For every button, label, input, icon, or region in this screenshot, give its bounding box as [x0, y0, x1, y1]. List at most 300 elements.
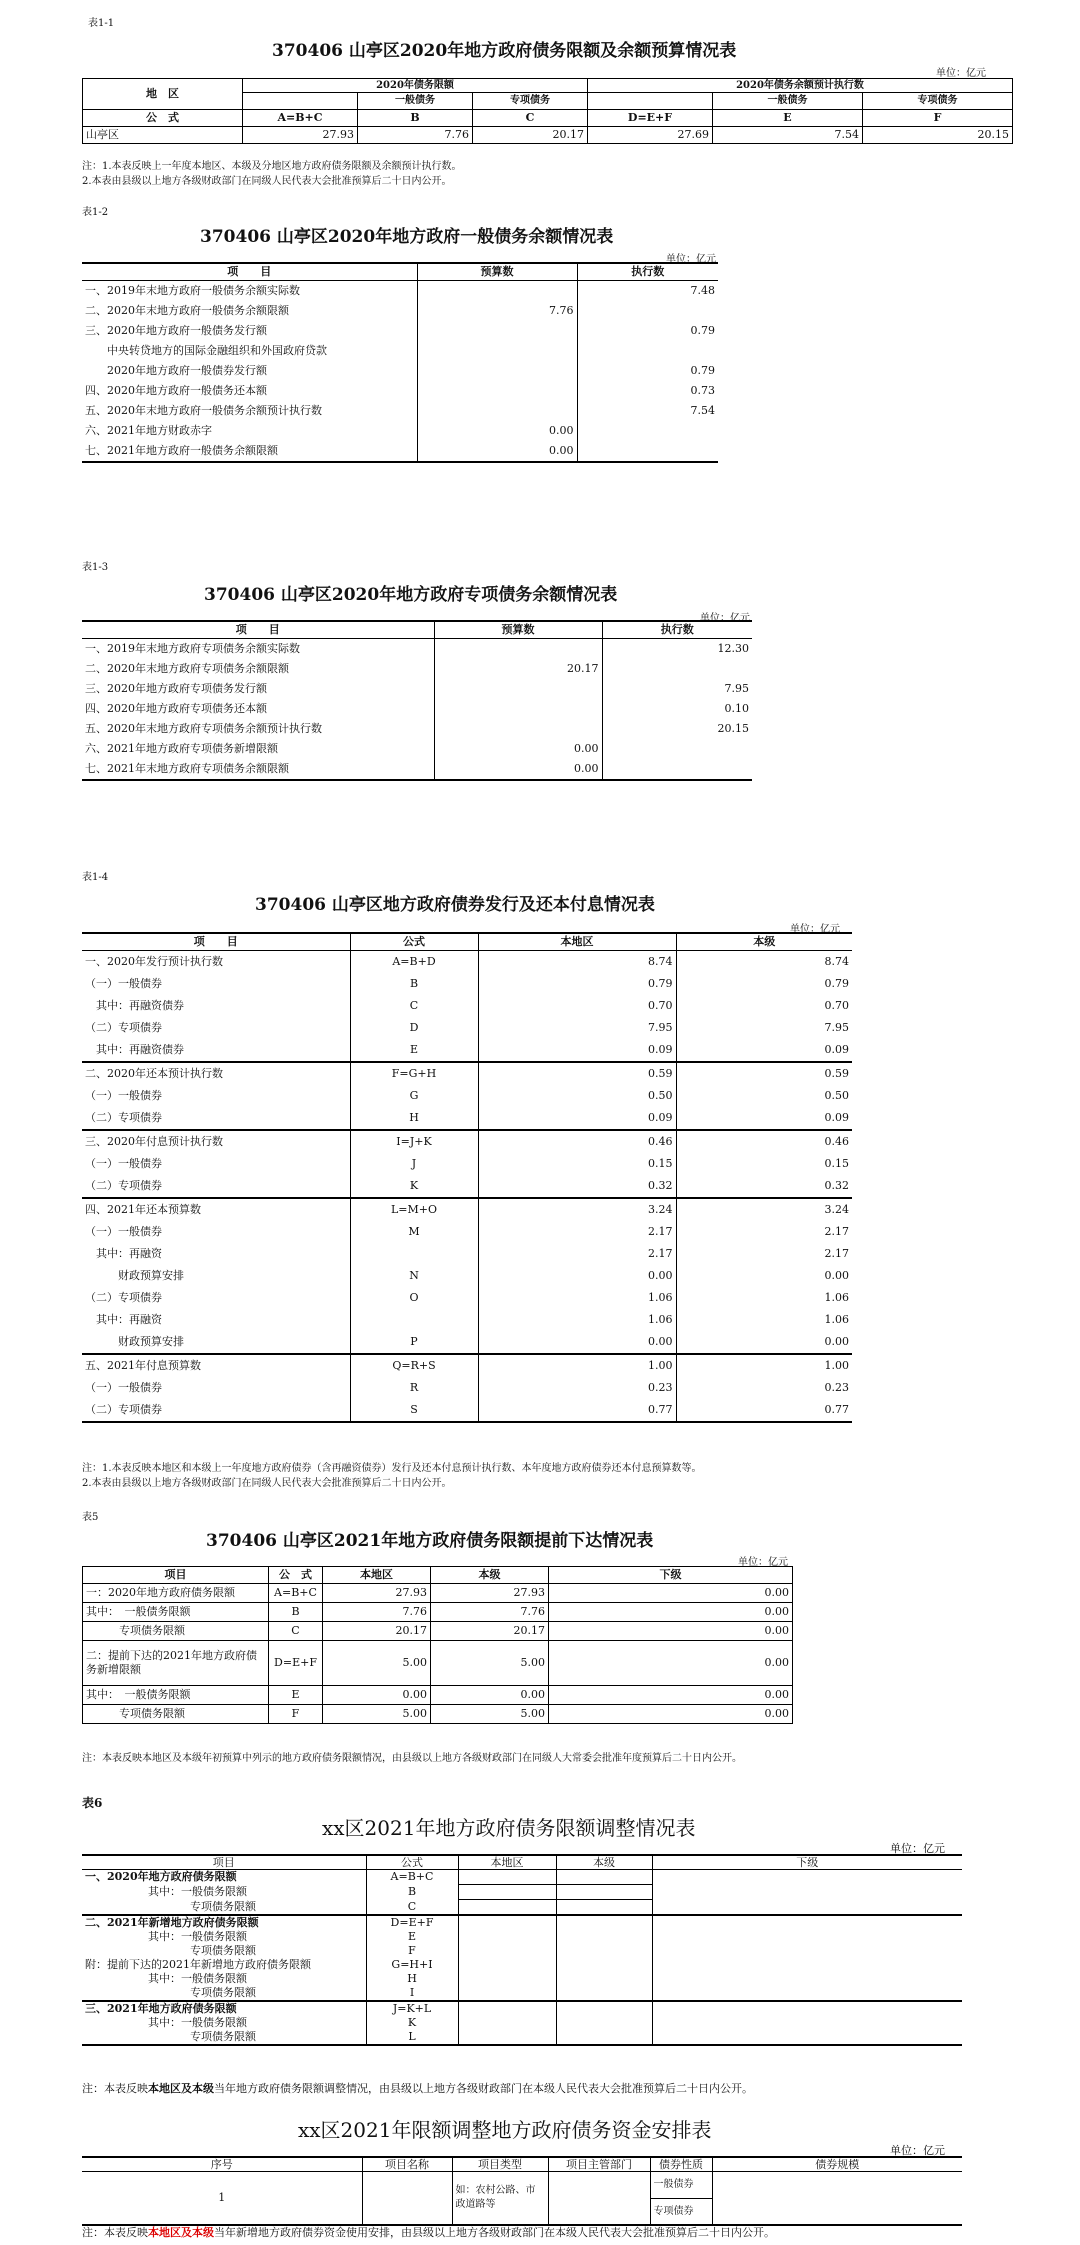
- formula-cell: R: [350, 1377, 478, 1399]
- table-tag: 表5: [82, 1512, 99, 1523]
- row-number: 1: [218, 2191, 226, 2204]
- exec-value: 7.48: [577, 281, 718, 302]
- budget-value: 0.00: [434, 739, 602, 759]
- region-value: [458, 1930, 556, 1944]
- budget-value: [434, 719, 602, 739]
- item-name: 财政预算安排: [85, 1335, 184, 1348]
- level-value: 0.00: [676, 1265, 852, 1287]
- fund-arrangement-table: [82, 2156, 962, 2226]
- table-note: 2.本表由县级以上地方各级财政部门在同级人民代表大会批准预算后二十日内公开。: [82, 176, 452, 187]
- formula-cell: B: [366, 1885, 458, 1900]
- header-item: 项 目: [193, 935, 238, 948]
- item-name: （一）一般债券: [85, 1381, 162, 1394]
- exec-value: 7.54: [577, 401, 718, 421]
- table-row: [82, 1885, 962, 1900]
- region-value: [458, 1915, 556, 1930]
- table-row: [82, 1399, 852, 1422]
- table-row: [82, 341, 718, 361]
- level-value: 0.77: [676, 1399, 852, 1422]
- table-row: [82, 1265, 852, 1287]
- level-value: 0.00: [676, 1331, 852, 1354]
- header-exec: 执行数: [577, 263, 718, 281]
- region-value: [458, 2016, 556, 2030]
- item-name: 二、2020年末地方政府一般债务余额限额: [85, 304, 289, 317]
- item-name: 一：2020年地方政府债务限额: [83, 1584, 269, 1603]
- formula-cell: A=B+C: [243, 110, 358, 127]
- level-value: 5.00: [431, 1705, 549, 1724]
- item-name: 六、2021年地方政府专项债务新增限额: [85, 742, 278, 755]
- item-name: 一、2019年末地方政府专项债务余额实际数: [85, 642, 300, 655]
- budget-value: [417, 381, 577, 401]
- level-value: 0.46: [676, 1130, 852, 1153]
- header-item: 项目: [212, 1856, 235, 1869]
- general-debt-table: [82, 262, 718, 463]
- formula-cell: J=K+L: [366, 2001, 458, 2016]
- bond-nature-general: 一般债券: [651, 2172, 712, 2199]
- item-name: 七、2021年末地方政府专项债务余额限额: [82, 759, 434, 780]
- formula-cell: N: [350, 1265, 478, 1287]
- region-value: 0.00: [323, 1686, 431, 1705]
- level-value: 5.00: [431, 1641, 549, 1686]
- table-title: 370406 山亭区2020年地方政府专项债务余额情况表: [204, 585, 618, 605]
- level-value: 0.23: [676, 1377, 852, 1399]
- table-note: 注：本表反映本地区及本级年初预算中列示的地方政府债务限额情况，由县级以上地方各级财政部门在同级人大常委会批准年度预算后二十日内公开。: [82, 1753, 742, 1764]
- budget-value: 0.00: [417, 441, 577, 462]
- item-name: 其中：一般债务限额: [148, 1885, 247, 1898]
- special-debt-table: [82, 620, 752, 781]
- formula-cell: L: [366, 2030, 458, 2045]
- level-value: [556, 2016, 652, 2030]
- level-value: 0.00: [431, 1686, 549, 1705]
- level-value: 3.24: [676, 1198, 852, 1221]
- table-row: [82, 1354, 852, 1377]
- region-value: 0.09: [478, 1107, 676, 1130]
- item-name: （一）一般债券: [85, 1225, 162, 1238]
- table-row: [83, 127, 1013, 144]
- value-cell: 7.76: [358, 127, 473, 144]
- level-value: 20.17: [431, 1622, 549, 1641]
- item-name: 三、2020年地方政府专项债务发行额: [85, 682, 267, 695]
- formula-cell: B: [269, 1603, 323, 1622]
- region-value: [458, 1885, 556, 1900]
- exec-value: 0.10: [602, 699, 752, 719]
- formula-cell: B: [358, 110, 473, 127]
- item-name: （二）专项债券: [85, 1021, 162, 1034]
- table-row: [82, 659, 752, 679]
- level-value: [556, 1930, 652, 1944]
- item-name: 专项债务限额: [190, 1944, 256, 1957]
- level-value: [556, 1986, 652, 2001]
- formula-cell: [350, 1309, 478, 1331]
- formula-cell: A=B+C: [366, 1870, 458, 1885]
- header-no: 序号: [210, 2158, 233, 2171]
- unit-label: 单位：亿元: [666, 254, 716, 265]
- lower-value: 0.00: [549, 1584, 793, 1603]
- table-note: 注：本表反映本地区及本级当年地方政府债务限额调整情况，由县级以上地方各级财政部门在本级人民代表大会批准预算后二十日内公开。: [82, 2082, 753, 2095]
- lower-value: 0.00: [549, 1622, 793, 1641]
- formula-cell: D=E+F: [366, 1915, 458, 1930]
- table-row: [82, 2172, 962, 2226]
- header-type: 项目类型: [452, 2157, 548, 2172]
- lower-value: [652, 1958, 962, 1972]
- item-name: 专项债务限额: [82, 2030, 366, 2045]
- header-general: 一般债务: [713, 93, 863, 110]
- table-title: xx区2021年限额调整地方政府债务资金安排表: [298, 2118, 712, 2142]
- formula-cell: G=H+I: [366, 1958, 458, 1972]
- header-balance: 2020年债务余额预计执行数: [588, 79, 1013, 93]
- header-special: 专项债务: [473, 93, 588, 110]
- region-value: 0.59: [478, 1062, 676, 1085]
- header-general: 一般债务: [358, 93, 473, 110]
- region-value: 20.17: [323, 1622, 431, 1641]
- item-name: （一）一般债券: [85, 1157, 162, 1170]
- exec-value: 12.30: [602, 639, 752, 660]
- lower-value: [652, 1986, 962, 2001]
- item-name: 财政预算安排: [85, 1269, 184, 1282]
- formula-cell: D: [350, 1017, 478, 1039]
- formula-cell: E: [713, 110, 863, 127]
- table-tag: 表1-3: [82, 562, 109, 573]
- item-name: 其中：一般债务限额: [148, 2016, 247, 2029]
- header-level: 本级: [431, 1567, 549, 1584]
- lower-value: [652, 2016, 962, 2030]
- bond-nature-special: 专项债券: [653, 2206, 694, 2217]
- header-lower: 下级: [652, 1855, 962, 1870]
- header-formula: 公 式: [83, 110, 243, 127]
- formula-cell: M: [350, 1221, 478, 1243]
- lower-value: 0.00: [549, 1603, 793, 1622]
- table-tag: 表1-4: [82, 872, 109, 883]
- table-row: [82, 401, 718, 421]
- unit-label: 单位：亿元: [790, 924, 840, 935]
- region-name: 山亭区: [83, 127, 243, 144]
- header-item: 项 目: [235, 623, 280, 636]
- header-budget: 预算数: [417, 263, 577, 281]
- level-value: 0.09: [676, 1039, 852, 1062]
- header-scale: 债券规模: [712, 2157, 962, 2172]
- exec-value: [577, 341, 718, 361]
- table-row: [82, 2016, 962, 2030]
- table-row: [82, 1986, 962, 2001]
- level-value: [556, 1900, 652, 1916]
- region-value: 0.32: [478, 1175, 676, 1198]
- region-value: 5.00: [323, 1641, 431, 1686]
- item-name: 2020年地方政府一般债券发行额: [85, 364, 267, 377]
- item-name: 三、2020年地方政府一般债务发行额: [85, 324, 267, 337]
- header-dept: 项目主管部门: [548, 2157, 650, 2172]
- table-row: [82, 381, 718, 401]
- budget-value: [417, 361, 577, 381]
- region-value: 2.17: [478, 1221, 676, 1243]
- table-row: [82, 719, 752, 739]
- item-name: 五、2020年末地方政府专项债务余额预计执行数: [85, 722, 322, 735]
- region-value: [458, 1870, 556, 1885]
- item-name: 五、2021年付息预算数: [82, 1354, 350, 1377]
- header-special: 专项债务: [863, 93, 1013, 110]
- header-lower: 下级: [549, 1567, 793, 1584]
- table-tag: 表1-2: [82, 207, 109, 218]
- item-name: （二）专项债券: [85, 1291, 162, 1304]
- table-row: [82, 1221, 852, 1243]
- item-name: 一、2020年发行预计执行数: [85, 955, 223, 968]
- level-value: 0.09: [676, 1107, 852, 1130]
- region-value: 0.79: [478, 973, 676, 995]
- project-type: 如：农村公路、市政道路等: [452, 2172, 548, 2226]
- item-name: 二、2020年末地方政府专项债务余额限额: [85, 662, 289, 675]
- level-value: 0.70: [676, 995, 852, 1017]
- table-title: 370406 山亭区2021年地方政府债务限额提前下达情况表: [206, 1531, 654, 1551]
- exec-value: 0.79: [577, 361, 718, 381]
- table-title: 370406 山亭区地方政府债券发行及还本付息情况表: [255, 895, 655, 915]
- budget-value: [434, 699, 602, 719]
- table-row: [82, 1377, 852, 1399]
- region-value: 27.93: [323, 1584, 431, 1603]
- item-name: 四、2020年地方政府一般债务还本额: [85, 384, 267, 397]
- header-region: 本地区: [478, 933, 676, 951]
- formula-cell: E: [350, 1039, 478, 1062]
- unit-label: 单位：亿元: [936, 68, 986, 79]
- formula-cell: J: [350, 1153, 478, 1175]
- lower-value: [652, 1900, 962, 1916]
- item-name: 专项债务限额: [83, 1622, 269, 1641]
- region-value: [458, 2001, 556, 2016]
- region-value: [458, 1972, 556, 1986]
- header-region: 地 区: [83, 79, 243, 110]
- formula-cell: A=B+C: [269, 1584, 323, 1603]
- table-row: [82, 639, 752, 660]
- table-row: [82, 679, 752, 699]
- level-value: 1.00: [676, 1354, 852, 1377]
- value-cell: 7.54: [713, 127, 863, 144]
- item-name: 其中：一般债务限额: [148, 1972, 247, 1985]
- item-name: 中央转贷地方的国际金融组织和外国政府贷款: [85, 344, 327, 357]
- table-row: [82, 2001, 962, 2016]
- level-value: 27.93: [431, 1584, 549, 1603]
- region-value: 0.00: [478, 1265, 676, 1287]
- table-row: [82, 759, 752, 780]
- region-value: 0.23: [478, 1377, 676, 1399]
- table-row: [82, 1972, 962, 1986]
- table-tag: 表1-1: [88, 18, 115, 29]
- table-row: [82, 1243, 852, 1265]
- table-row: [82, 1175, 852, 1198]
- debt-limit-table: [82, 78, 1013, 144]
- level-value: [556, 1870, 652, 1885]
- item-name: （二）专项债券: [82, 1399, 350, 1422]
- table-tag: 表6: [82, 1796, 103, 1810]
- item-name: 专项债务限额: [190, 1986, 256, 1999]
- region-value: [458, 1944, 556, 1958]
- formula-cell: P: [350, 1331, 478, 1354]
- level-value: [556, 1915, 652, 1930]
- region-value: [458, 1900, 556, 1916]
- lower-value: 0.00: [549, 1641, 793, 1686]
- formula-cell: I=J+K: [350, 1130, 478, 1153]
- exec-value: 0.79: [577, 321, 718, 341]
- region-value: 1.06: [478, 1309, 676, 1331]
- region-value: 7.95: [478, 1017, 676, 1039]
- level-value: 0.50: [676, 1085, 852, 1107]
- formula-cell: F=G+H: [350, 1062, 478, 1085]
- item-name: （一）一般债券: [85, 977, 162, 990]
- formula-cell: C: [269, 1622, 323, 1641]
- exec-value: 0.73: [577, 381, 718, 401]
- header-formula: 公式: [350, 933, 478, 951]
- table-note: 注：1.本表反映本地区和本级上一年度地方政府债券（含再融资债券）发行及还本付息预计执行数、本年度地方政府债券还本付息预算数等。: [82, 1463, 702, 1474]
- region-value: 0.77: [478, 1399, 676, 1422]
- table-note: 注：1.本表反映上一年度本地区、本级及分地区地方政府债务限额及余额预计执行数。: [82, 161, 462, 172]
- header-item: 项目: [83, 1567, 269, 1584]
- unit-label: 单位：亿元: [738, 1557, 788, 1568]
- item-name: 六、2021年地方财政赤字: [85, 424, 212, 437]
- table-title: 370406 山亭区2020年地方政府一般债务余额情况表: [200, 227, 614, 247]
- table-row: [82, 1958, 962, 1972]
- formula-cell: C: [473, 110, 588, 127]
- formula-cell: Q=R+S: [350, 1354, 478, 1377]
- value-cell: 27.93: [243, 127, 358, 144]
- level-value: 0.79: [676, 973, 852, 995]
- table-row: [82, 1085, 852, 1107]
- header-exec: 执行数: [602, 621, 752, 639]
- region-value: [458, 1986, 556, 2001]
- budget-value: 0.00: [434, 759, 602, 780]
- header-name: 项目名称: [362, 2157, 452, 2172]
- limit-adjust-table: [82, 1854, 962, 2046]
- limit-advance-table: [82, 1566, 793, 1724]
- budget-value: 7.76: [417, 301, 577, 321]
- table-row: [82, 1017, 852, 1039]
- exec-value: 20.15: [602, 719, 752, 739]
- unit-label: 单位：亿元: [700, 613, 750, 624]
- item-name: 其中： 一般债务限额: [83, 1603, 269, 1622]
- table-row: [82, 1331, 852, 1354]
- lower-value: [652, 2030, 962, 2045]
- level-value: 0.59: [676, 1062, 852, 1085]
- level-value: 0.32: [676, 1175, 852, 1198]
- table-note: 注：本表反映本地区及本级当年新增地方政府债券资金使用安排，由县级以上地方各级财政部门在本级人民代表大会批准预算后二十日内公开。: [82, 2226, 775, 2239]
- region-value: 3.24: [478, 1198, 676, 1221]
- header-budget: 预算数: [434, 621, 602, 639]
- header-region: 本地区: [458, 1855, 556, 1870]
- item-name: 专项债务限额: [83, 1705, 269, 1724]
- budget-value: 0.00: [417, 421, 577, 441]
- table-row: [82, 1930, 962, 1944]
- item-name: 七、2021年地方政府一般债务余额限额: [82, 441, 417, 462]
- header-formula: 公 式: [269, 1567, 323, 1584]
- lower-value: [652, 1885, 962, 1900]
- region-value: 2.17: [478, 1243, 676, 1265]
- region-value: 1.06: [478, 1287, 676, 1309]
- table-title: xx区2021年地方政府债务限额调整情况表: [322, 1816, 696, 1840]
- lower-value: [652, 1944, 962, 1958]
- table-row: [82, 1062, 852, 1085]
- table-row: [82, 1287, 852, 1309]
- table-row: [82, 1198, 852, 1221]
- budget-value: [417, 321, 577, 341]
- formula-cell: K: [350, 1175, 478, 1198]
- formula-cell: S: [350, 1399, 478, 1422]
- table-title: 370406 山亭区2020年地方政府债务限额及余额预算情况表: [272, 41, 737, 61]
- unit-label: 单位：亿元: [890, 2144, 945, 2157]
- table-row: [83, 1686, 793, 1705]
- table-row: [82, 361, 718, 381]
- region-value: [458, 2030, 556, 2045]
- formula-cell: H: [366, 1972, 458, 1986]
- formula-cell: L=M+O: [350, 1198, 478, 1221]
- formula-cell: A=B+D: [350, 951, 478, 974]
- region-value: 0.46: [478, 1130, 676, 1153]
- item-name: （二）专项债券: [85, 1111, 162, 1124]
- table-row: [82, 1900, 962, 1916]
- header-region: 本地区: [323, 1567, 431, 1584]
- exec-value: 7.95: [602, 679, 752, 699]
- lower-value: [652, 1972, 962, 1986]
- formula-cell: E: [366, 1930, 458, 1944]
- level-value: [556, 1944, 652, 1958]
- item-name: 三、2020年付息预计执行数: [82, 1130, 350, 1153]
- formula-cell: C: [366, 1900, 458, 1916]
- level-value: 1.06: [676, 1287, 852, 1309]
- item-name: 一、2020年地方政府债务限额: [85, 1870, 237, 1884]
- formula-cell: F: [366, 1944, 458, 1958]
- value-cell: 20.15: [863, 127, 1013, 144]
- item-name: 其中：一般债务限额: [148, 1930, 247, 1943]
- lower-value: 0.00: [549, 1705, 793, 1724]
- formula-cell: G: [350, 1085, 478, 1107]
- header-limit: 2020年债务限额: [243, 79, 588, 93]
- table-row: [83, 1584, 793, 1603]
- table-row: [82, 1944, 962, 1958]
- formula-cell: D=E+F: [588, 110, 713, 127]
- level-value: 7.95: [676, 1017, 852, 1039]
- formula-cell: K: [366, 2016, 458, 2030]
- table-row: [82, 995, 852, 1017]
- region-value: 7.76: [323, 1603, 431, 1622]
- level-value: 2.17: [676, 1243, 852, 1265]
- lower-value: [652, 1915, 962, 1930]
- budget-value: [417, 341, 577, 361]
- table-row: [82, 1915, 962, 1930]
- table-row: [82, 699, 752, 719]
- region-value: 0.50: [478, 1085, 676, 1107]
- region-value: 0.70: [478, 995, 676, 1017]
- level-value: 7.76: [431, 1603, 549, 1622]
- formula-cell: I: [366, 1986, 458, 2001]
- region-value: 0.09: [478, 1039, 676, 1062]
- formula-cell: D=E+F: [269, 1641, 323, 1686]
- table-row: [83, 1705, 793, 1724]
- exec-value: [577, 421, 718, 441]
- table-note: 2.本表由县级以上地方各级财政部门在同级人民代表大会批准预算后二十日内公开。: [82, 1478, 452, 1489]
- table-row: [82, 301, 718, 321]
- table-row: [82, 1039, 852, 1062]
- item-name: 三、2021年地方政府债务限额: [82, 2001, 366, 2016]
- item-name: （二）专项债券: [85, 1179, 162, 1192]
- lower-value: [652, 1930, 962, 1944]
- lower-value: 0.00: [549, 1686, 793, 1705]
- item-name: 一、2019年末地方政府一般债务余额实际数: [85, 284, 300, 297]
- item-name: 四、2021年还本预算数: [82, 1198, 350, 1221]
- item-name: 二：提前下达的2021年地方政府债务新增限额: [83, 1641, 269, 1686]
- item-name: （一）一般债券: [85, 1089, 162, 1102]
- table-row: [82, 1130, 852, 1153]
- item-name: 二、2020年还本预计执行数: [82, 1062, 350, 1085]
- header-formula: 公式: [366, 1855, 458, 1870]
- table-row: [82, 1870, 962, 1885]
- header-item: 项 目: [227, 265, 272, 278]
- exec-value: [577, 301, 718, 321]
- table-row: [82, 2030, 962, 2045]
